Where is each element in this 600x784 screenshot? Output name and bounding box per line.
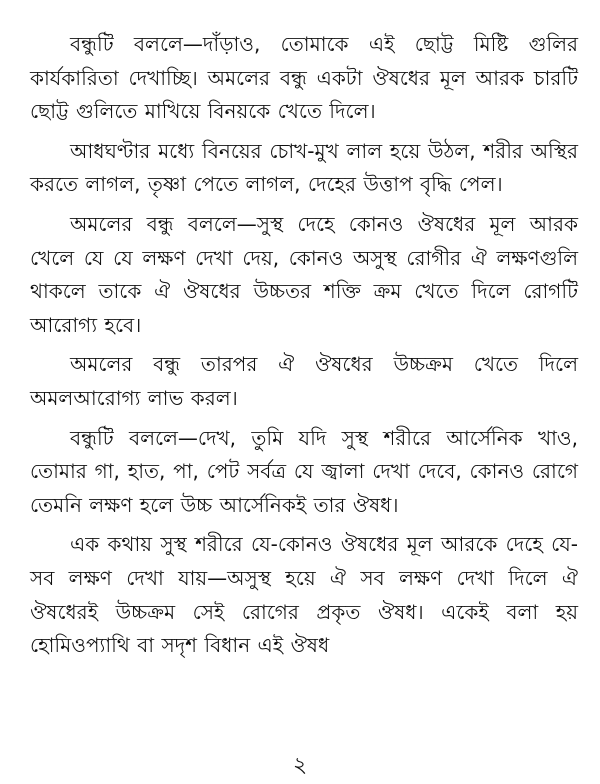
body-text <box>30 28 578 669</box>
paragraph-5: বন্ধুটি বললে—দেখ, তুমি যদি সুস্থ শরীরে আর্সেনিক খাও, তোমার গা, হাত, পা, পেট সর্বত্র যে জ্বালা দেখা দেবে, কোনও রোগে তেমনি লক্ষণ হলে উচ্চ আর্সেনিকই তার ঔষধ। <box>30 425 578 517</box>
page-number: ২ <box>292 753 308 778</box>
paragraph-6: এক কথায় সুস্থ শরীরে যে-কোনও ঔষধের মূল আরকে দেহে যে-সব লক্ষণ দেখা যায়—অসুস্থ হয়ে ঐ সব লক্ষণ দেখা দিলে ঐ ঔষধেরই উচ্চক্রম সেই রোগের প্রকৃত ঔষধ। একেই বলা হয় হোমিওপ্যাথি বা সদৃশ বিধান এই ঔষধ <box>30 532 578 658</box>
paragraph-3: অমলের বন্ধু বললে—সুস্থ দেহে কোনও ঔষধের মূল আরক খেলে যে যে লক্ষণ দেখা দেয়, কোনও অসুস্থ রোগীর ঐ লক্ষণগুলি থাকলে তাকে ঐ ঔষধের উচ্চতর শক্তি ক্রম খেতে দিলে রোগটি আরোগ্য হবে। <box>30 211 578 337</box>
paragraph-2: আধঘণ্টার মধ্যে বিনয়ের চোখ-মুখ লাল হয়ে উঠল, শরীর অস্থির করতে লাগল, তৃষ্ণা পেতে লাগল, দেহের উত্তাপ বৃদ্ধি পেল। <box>30 138 578 197</box>
paragraph-1: বন্ধুটি বললে—দাঁড়াও, তোমাকে এই ছোট্ট মিষ্টি গুলির কার্যকারিতা দেখাচ্ছি। অমলের বন্ধু একটা ঔষধের মূল আরক চারটি ছোট্ট গুলিতে মাখিয়ে বিনয়কে খেতে দিলে। <box>30 32 578 124</box>
paragraph-4: অমলের বন্ধু তারপর ঐ ঔষধের উচ্চক্রম খেতে দিলে অমলআরোগ্য লাভ করল। <box>30 352 578 410</box>
